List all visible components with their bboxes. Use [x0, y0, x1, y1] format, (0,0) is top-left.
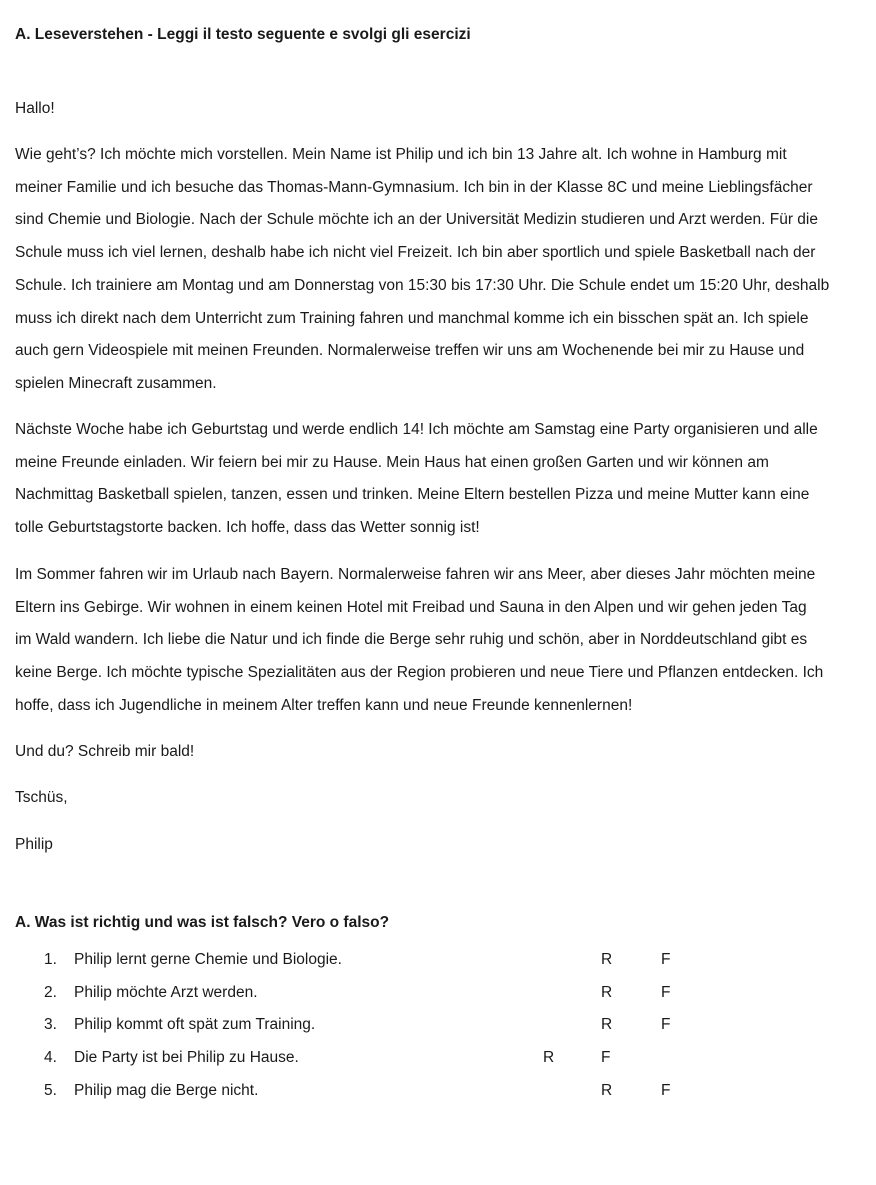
answer-richtig[interactable]: R: [601, 1082, 613, 1099]
paragraph-line: Schule. Ich trainiere am Montag und am Donnerstag von 15:30 bis 17:30 Uhr. Die Schule endet um 15:20 Uhr, deshalb: [15, 276, 830, 294]
paragraph-line: tolle Geburtstagstorte backen. Ich hoffe, dass das Wetter sonnig ist!: [15, 519, 480, 537]
answer-richtig[interactable]: R: [601, 1016, 613, 1033]
item-statement: Philip kommt oft spät zum Training.: [74, 1016, 316, 1033]
paragraph-line: auch gern Videospiele mit meinen Freunden. Normalerweise treffen wir uns am Wochenende bei mir zu Hause und: [15, 342, 805, 360]
item-number: 2.: [44, 984, 57, 1001]
exercise-title: A. Was ist richtig und was ist falsch? Vero o falso?: [15, 914, 390, 931]
paragraph-line: muss ich direkt nach dem Unterricht zum Training fahren und manchmal komme ich ein bisschen spät an. Ich spiele: [15, 309, 809, 327]
item-number: 3.: [44, 1016, 57, 1033]
answer-falsch[interactable]: F: [661, 951, 671, 968]
letter-greeting: Hallo!: [15, 100, 55, 117]
paragraph-line: Im Sommer fahren wir im Urlaub nach Bayern. Normalerweise fahren wir ans Meer, aber dieses Jahr möchten meine: [15, 566, 816, 583]
letter-paragraph-1: [15, 139, 873, 401]
item-number: 5.: [44, 1082, 57, 1099]
paragraph-line: hoffe, dass ich Jugendliche in meinem Alter treffen kann und neue Freunde kennenlernen!: [15, 696, 633, 714]
closing-question: Und du? Schreib mir bald!: [15, 743, 195, 760]
paragraph-line: Nächste Woche habe ich Geburtstag und werde endlich 14! Ich möchte am Samstag eine Party organisieren und alle: [15, 421, 818, 438]
item-number: 1.: [44, 951, 57, 968]
paragraph-line: spielen Minecraft zusammen.: [15, 374, 217, 392]
answer-falsch[interactable]: F: [661, 1082, 671, 1099]
paragraph-line: meiner Familie und ich besuche das Thomas-Mann-Gymnasium. Ich bin in der Klasse 8C und meine Lieblingsfächer: [15, 178, 813, 196]
paragraph-line: Nachmittag Basketball spielen, tanzen, essen und trinken. Meine Eltern bestellen Pizza und meine Mutter kann eine: [15, 486, 810, 504]
answer-richtig[interactable]: R: [601, 984, 613, 1001]
paragraph-line: im Wald wandern. Ich liebe die Natur und ich finde die Berge sehr ruhig und schön, aber in Norddeutschland gibt es: [15, 631, 808, 649]
signature: Philip: [15, 836, 53, 853]
paragraph-line: meine Freunde einladen. Wir feiern bei mir zu Hause. Mein Haus hat einen großen Garten und wir können am: [15, 453, 769, 471]
section-title: A. Leseverstehen - Leggi il testo seguente e svolgi gli esercizi: [15, 26, 471, 43]
answer-falsch[interactable]: F: [661, 984, 671, 1001]
answer-richtig[interactable]: R: [601, 951, 613, 968]
paragraph-line: Schule muss ich viel lernen, deshalb habe ich nicht viel Freizeit. Ich bin aber sportlich und spiele Basketball nach der: [15, 244, 816, 262]
item-number: 4.: [44, 1049, 57, 1066]
answer-falsch[interactable]: F: [601, 1049, 611, 1066]
paragraph-line: keine Berge. Ich möchte typische Spezialitäten aus der Region probieren und neue Tiere und Pflanzen entdecken. Ich: [15, 664, 824, 682]
answer-falsch[interactable]: F: [661, 1016, 671, 1033]
letter-paragraph-2: [15, 414, 873, 545]
answer-richtig[interactable]: R: [543, 1049, 555, 1066]
item-statement: Philip mag die Berge nicht.: [74, 1082, 259, 1099]
item-statement: Philip lernt gerne Chemie und Biologie.: [74, 951, 342, 968]
letter-paragraph-3: [15, 559, 873, 723]
item-statement: Die Party ist bei Philip zu Hause.: [74, 1049, 299, 1066]
paragraph-line: Eltern ins Gebirge. Wir wohnen in einem keinen Hotel mit Freibad und Sauna in den Alpen und wir gehen jeden Tag: [15, 598, 807, 616]
paragraph-line: Wie geht’s? Ich möchte mich vorstellen. Mein Name ist Philip und ich bin 13 Jahre alt. Ich wohne in Hamburg mit: [15, 146, 787, 163]
item-statement: Philip möchte Arzt werden.: [74, 984, 258, 1001]
paragraph-line: sind Chemie und Biologie. Nach der Schule möchte ich an der Universität Medizin studieren und Arzt werden. Für die: [15, 211, 818, 229]
farewell: Tschüs,: [15, 789, 68, 806]
